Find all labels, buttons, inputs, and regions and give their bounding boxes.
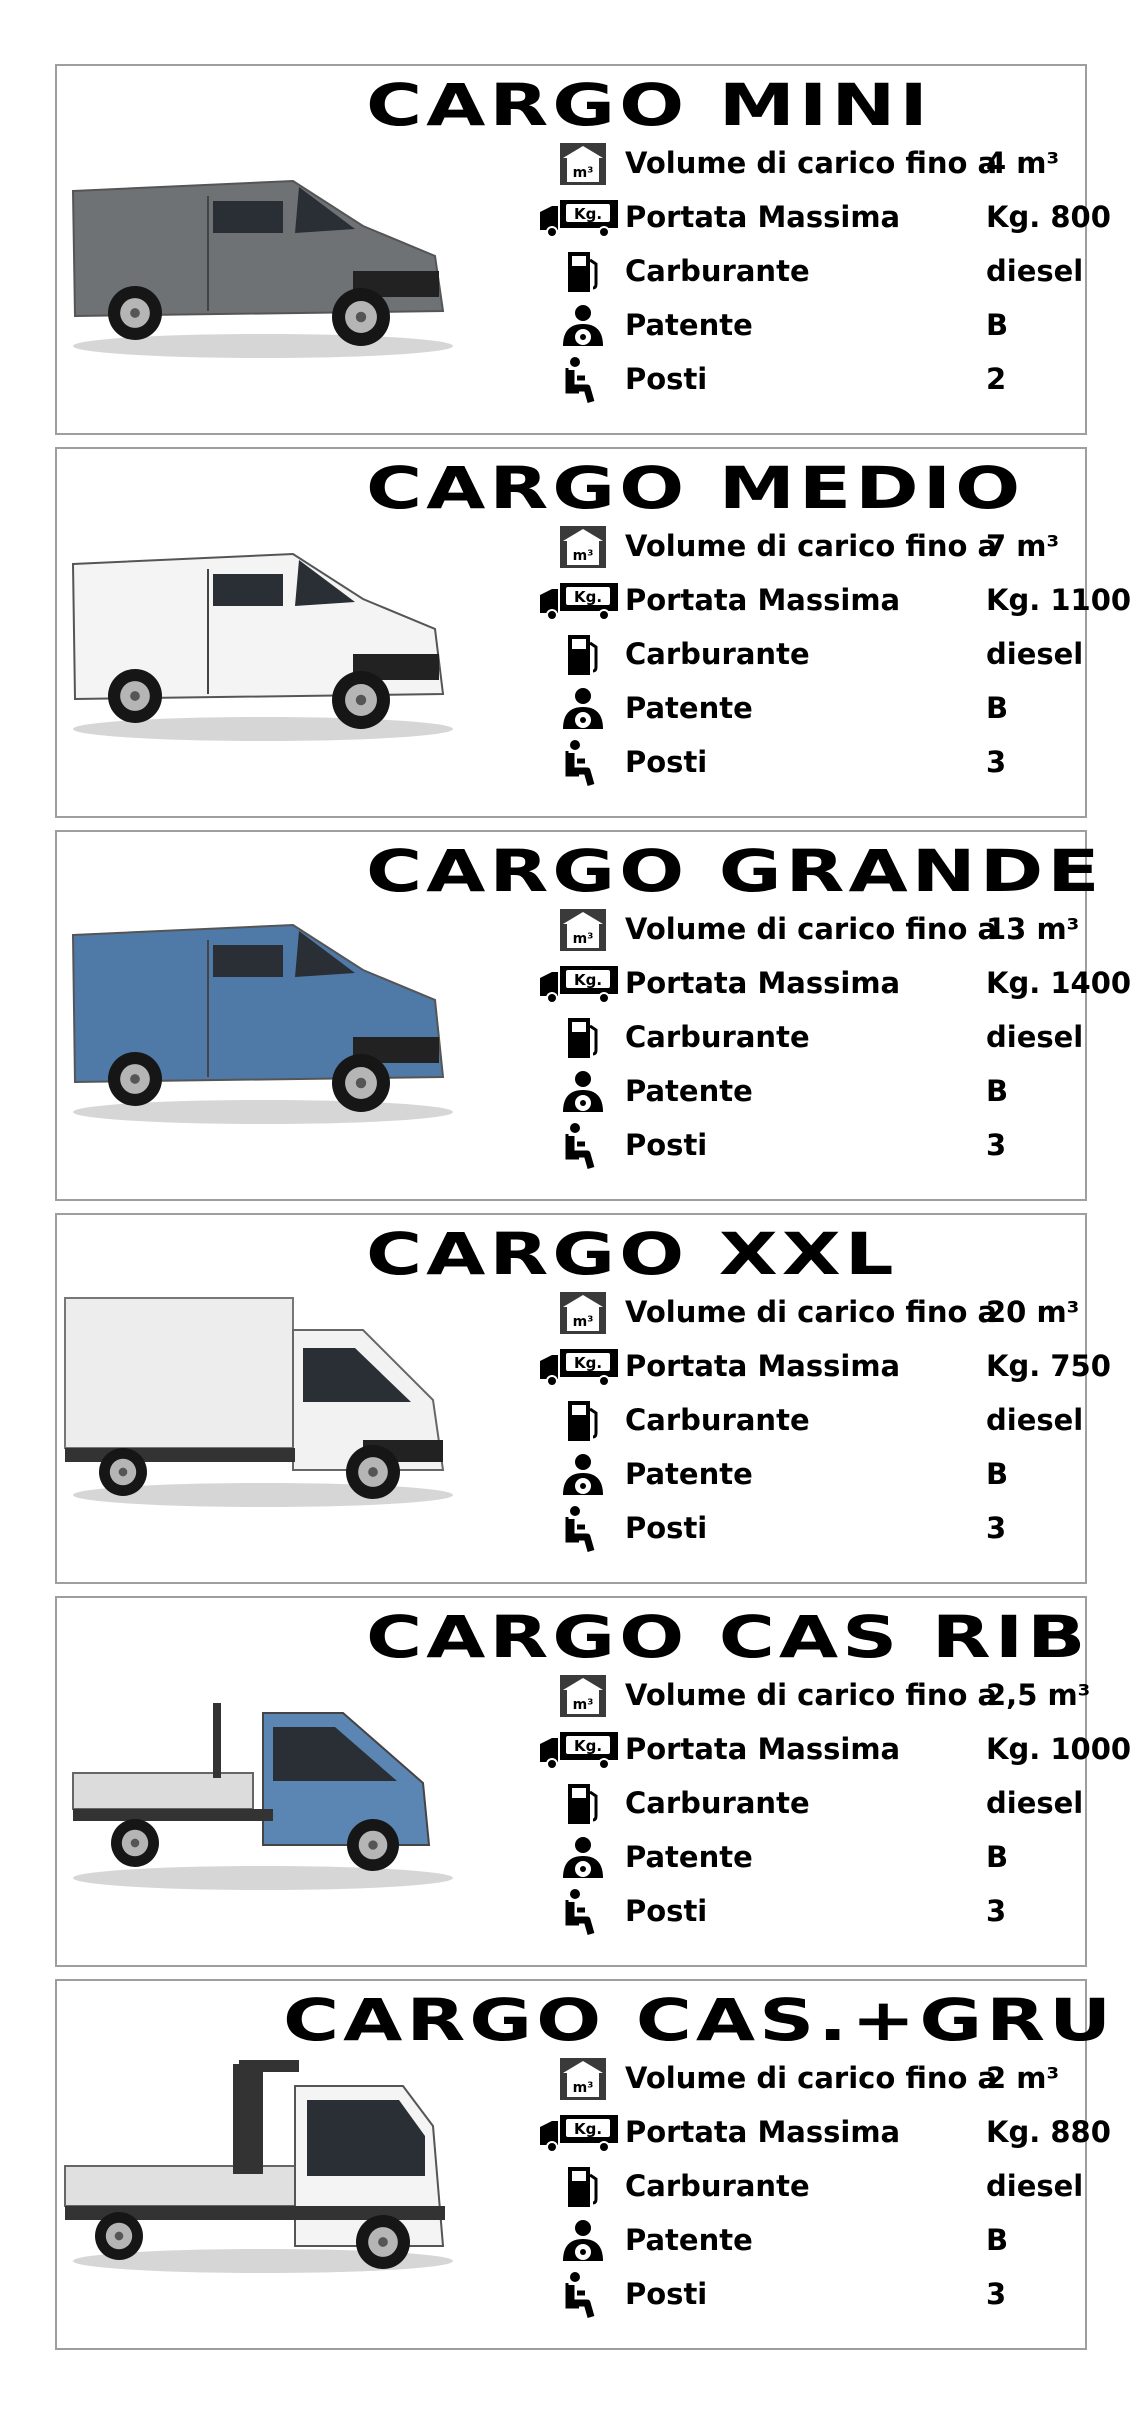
vehicle-image-tipper	[63, 1673, 455, 1895]
driver-icon	[541, 1454, 625, 1496]
spec-list	[481, 1668, 1132, 1938]
spec-value-payload: Kg. 1000	[986, 1732, 1132, 1766]
vehicle-card	[55, 64, 1111, 435]
spec-row-seats	[481, 352, 1081, 406]
seat-icon	[541, 1508, 625, 1550]
spec-row-payload	[481, 190, 1111, 244]
spec-row-volume	[481, 1285, 1081, 1339]
vehicle-image-box-truck	[63, 1290, 455, 1512]
vehicle-card	[55, 1979, 1116, 2350]
spec-row-license	[481, 2213, 1081, 2267]
spec-row-seats	[481, 1118, 1081, 1172]
spec-row-license	[481, 1064, 1081, 1118]
spec-value-fuel: diesel	[986, 1786, 1084, 1820]
spec-label-seats: Posti	[625, 745, 708, 779]
spec-value-license: B	[986, 1074, 1009, 1108]
spec-label-payload: Portata Massima	[625, 583, 901, 617]
vehicle-card	[55, 830, 1132, 1201]
seat-icon	[541, 742, 625, 784]
spec-list	[481, 519, 1132, 789]
spec-label-license: Patente	[625, 691, 753, 725]
spec-value-license: B	[986, 308, 1009, 342]
spec-row-license	[481, 681, 1081, 735]
truck-kg-icon	[537, 197, 621, 239]
spec-value-seats: 3	[986, 1128, 1007, 1162]
spec-label-payload: Portata Massima	[625, 966, 901, 1000]
spec-row-seats	[481, 1501, 1081, 1555]
vehicle-image-crane-truck	[63, 2056, 455, 2278]
spec-value-seats: 3	[986, 2277, 1007, 2311]
spec-row-payload	[481, 1339, 1111, 1393]
driver-icon	[541, 2220, 625, 2262]
spec-list	[481, 902, 1132, 1172]
spec-value-payload: Kg. 1400	[986, 966, 1132, 1000]
spec-row-fuel	[481, 2159, 1084, 2213]
spec-row-fuel	[481, 244, 1084, 298]
m3-badge-text: m³	[572, 2080, 594, 2096]
spec-label-license: Patente	[625, 308, 753, 342]
m3-badge-text: m³	[572, 1697, 594, 1713]
box-m3-icon	[541, 909, 625, 951]
spec-label-payload: Portata Massima	[625, 200, 901, 234]
spec-row-seats	[481, 1884, 1081, 1938]
spec-value-payload: Kg. 1100	[986, 583, 1132, 617]
vehicle-image-van-medium	[63, 524, 455, 746]
fuel-pump-icon	[541, 634, 625, 676]
spec-label-license: Patente	[625, 2223, 753, 2257]
spec-row-volume	[481, 1668, 1091, 1722]
spec-label-volume: Volume di carico fino a	[625, 1678, 998, 1712]
spec-value-seats: 3	[986, 1894, 1007, 1928]
spec-row-payload	[481, 956, 1132, 1010]
spec-row-volume	[481, 519, 1081, 573]
spec-row-volume	[481, 2051, 1081, 2105]
vehicle-image-van-small	[63, 141, 455, 363]
spec-value-volume: 13 m³	[986, 912, 1080, 946]
spec-label-fuel: Carburante	[625, 1020, 810, 1054]
spec-value-fuel: diesel	[986, 637, 1084, 671]
spec-value-volume: 20 m³	[986, 1295, 1080, 1329]
m3-badge-text: m³	[572, 548, 594, 564]
spec-label-volume: Volume di carico fino a	[625, 1295, 998, 1329]
vehicle-card	[55, 1213, 1111, 1584]
spec-value-volume: 2,5 m³	[986, 1678, 1091, 1712]
spec-label-license: Patente	[625, 1457, 753, 1491]
spec-label-fuel: Carburante	[625, 2169, 810, 2203]
spec-row-payload	[481, 573, 1132, 627]
spec-label-fuel: Carburante	[625, 637, 810, 671]
driver-icon	[541, 1071, 625, 1113]
spec-value-fuel: diesel	[986, 254, 1084, 288]
seat-icon	[541, 1891, 625, 1933]
spec-label-seats: Posti	[625, 1511, 708, 1545]
spec-row-license	[481, 298, 1081, 352]
seat-icon	[541, 359, 625, 401]
vehicle-title: CARGO GRANDE	[366, 837, 1104, 905]
truck-kg-icon	[537, 580, 621, 622]
spec-value-volume: 2 m³	[986, 2061, 1060, 2095]
spec-row-payload	[481, 1722, 1132, 1776]
box-m3-icon	[541, 1292, 625, 1334]
spec-label-fuel: Carburante	[625, 1786, 810, 1820]
spec-label-fuel: Carburante	[625, 1403, 810, 1437]
spec-label-seats: Posti	[625, 1128, 708, 1162]
spec-row-fuel	[481, 627, 1084, 681]
kg-badge-text: Kg.	[573, 2120, 603, 2138]
spec-label-seats: Posti	[625, 1894, 708, 1928]
spec-label-payload: Portata Massima	[625, 2115, 901, 2149]
spec-row-seats	[481, 2267, 1081, 2321]
fuel-pump-icon	[541, 1783, 625, 1825]
spec-label-payload: Portata Massima	[625, 1732, 901, 1766]
spec-value-seats: 2	[986, 362, 1007, 396]
kg-badge-text: Kg.	[573, 1737, 603, 1755]
truck-kg-icon	[537, 1346, 621, 1388]
kg-badge-text: Kg.	[573, 1354, 603, 1372]
spec-row-seats	[481, 735, 1081, 789]
vehicle-title: CARGO MEDIO	[366, 454, 1025, 522]
spec-row-fuel	[481, 1776, 1084, 1830]
kg-badge-text: Kg.	[573, 205, 603, 223]
spec-row-fuel	[481, 1010, 1084, 1064]
vehicle-title: CARGO XXL	[366, 1220, 898, 1288]
spec-label-license: Patente	[625, 1840, 753, 1874]
driver-icon	[541, 688, 625, 730]
seat-icon	[541, 2274, 625, 2316]
vehicle-image-van-large	[63, 907, 455, 1129]
kg-badge-text: Kg.	[573, 588, 603, 606]
spec-value-fuel: diesel	[986, 2169, 1084, 2203]
truck-kg-icon	[537, 2112, 621, 2154]
driver-icon	[541, 1837, 625, 1879]
seat-icon	[541, 1125, 625, 1167]
spec-value-volume: 7 m³	[986, 529, 1060, 563]
spec-label-seats: Posti	[625, 362, 708, 396]
spec-label-volume: Volume di carico fino a	[625, 912, 998, 946]
spec-label-payload: Portata Massima	[625, 1349, 901, 1383]
driver-icon	[541, 305, 625, 347]
spec-value-payload: Kg. 750	[986, 1349, 1111, 1383]
spec-row-fuel	[481, 1393, 1084, 1447]
m3-badge-text: m³	[572, 931, 594, 947]
spec-value-fuel: diesel	[986, 1020, 1084, 1054]
vehicle-title: CARGO MINI	[366, 71, 932, 139]
spec-list	[481, 136, 1111, 406]
fuel-pump-icon	[541, 2166, 625, 2208]
vehicle-title: CARGO CAS.+GRU	[283, 1986, 1116, 2054]
spec-label-volume: Volume di carico fino a	[625, 529, 998, 563]
spec-label-seats: Posti	[625, 2277, 708, 2311]
spec-value-license: B	[986, 1457, 1009, 1491]
truck-kg-icon	[537, 963, 621, 1005]
fuel-pump-icon	[541, 1017, 625, 1059]
m3-badge-text: m³	[572, 165, 594, 181]
spec-list	[481, 2051, 1111, 2321]
spec-value-seats: 3	[986, 1511, 1007, 1545]
spec-value-payload: Kg. 880	[986, 2115, 1111, 2149]
kg-badge-text: Kg.	[573, 971, 603, 989]
spec-value-payload: Kg. 800	[986, 200, 1111, 234]
spec-row-payload	[481, 2105, 1111, 2159]
spec-value-fuel: diesel	[986, 1403, 1084, 1437]
vehicle-card	[55, 447, 1132, 818]
spec-value-license: B	[986, 691, 1009, 725]
truck-kg-icon	[537, 1729, 621, 1771]
spec-row-volume	[481, 902, 1081, 956]
spec-value-license: B	[986, 2223, 1009, 2257]
box-m3-icon	[541, 526, 625, 568]
box-m3-icon	[541, 1675, 625, 1717]
spec-label-volume: Volume di carico fino a	[625, 146, 998, 180]
fuel-pump-icon	[541, 251, 625, 293]
m3-badge-text: m³	[572, 1314, 594, 1330]
spec-list	[481, 1285, 1111, 1555]
spec-row-volume	[481, 136, 1081, 190]
vehicle-title: CARGO CAS RIB	[366, 1603, 1090, 1671]
spec-value-volume: 4 m³	[986, 146, 1060, 180]
spec-row-license	[481, 1830, 1081, 1884]
spec-value-seats: 3	[986, 745, 1007, 779]
spec-label-fuel: Carburante	[625, 254, 810, 288]
box-m3-icon	[541, 143, 625, 185]
spec-label-volume: Volume di carico fino a	[625, 2061, 998, 2095]
vehicle-card	[55, 1596, 1132, 1967]
spec-label-license: Patente	[625, 1074, 753, 1108]
spec-row-license	[481, 1447, 1081, 1501]
spec-value-license: B	[986, 1840, 1009, 1874]
box-m3-icon	[541, 2058, 625, 2100]
fuel-pump-icon	[541, 1400, 625, 1442]
